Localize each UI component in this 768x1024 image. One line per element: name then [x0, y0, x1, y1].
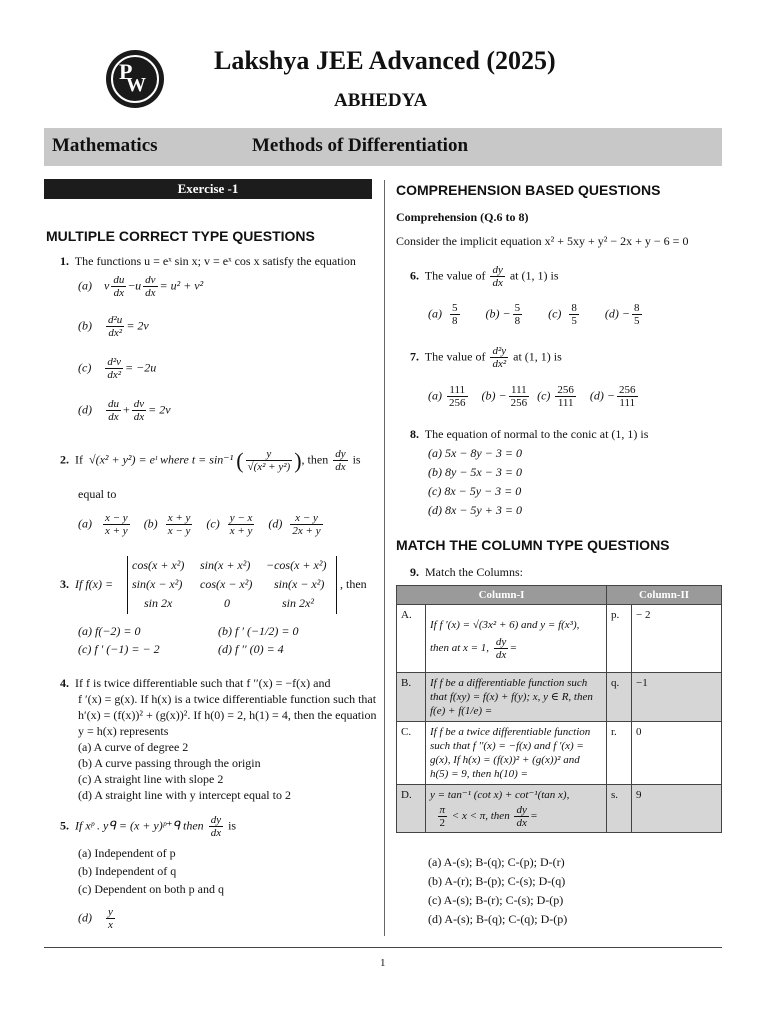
- q3-option-a: (a) f(−2) = 0: [78, 624, 141, 638]
- q8-option-a: (a) 5x − 8y − 3 = 0: [428, 446, 522, 460]
- q9-option-b: (b) A-(r); B-(p); C-(s); D-(q): [428, 874, 566, 888]
- q4-line3: h′(x) = (f(x))² + (g(x))². If h(0) = 2, h(1) = 4, then the equation: [78, 708, 377, 722]
- q8: 8. The equation of normal to the conic at (1, 1) is: [410, 427, 649, 441]
- q8-option-c: (c) 8x − 5y − 3 = 0: [428, 484, 522, 498]
- q5-option-c: (c) Dependent on both p and q: [78, 882, 224, 896]
- column-i-header: Column-I: [397, 586, 607, 605]
- implicit-equation: Consider the implicit equation x² + 5xy + y² − 2x + y − 6 = 0: [396, 234, 689, 248]
- footer-rule: [44, 947, 722, 948]
- q9-option-a: (a) A-(s); B-(q); C-(p); D-(r): [428, 855, 565, 869]
- q1-number: 1.: [60, 254, 69, 268]
- column-ii-header: Column-II: [607, 586, 722, 605]
- q7-options: (a) $\frac{111}{256}$ (b) − $\frac{111}{256}$ (c) $\frac{256}{111}$ (d) − $\frac{256}{111}$: [428, 384, 636, 409]
- frac-dy-dx: $\frac{dy}{dx}$: [335, 448, 346, 473]
- q3-option-b: (b) f ′ (−1/2) = 0: [218, 624, 299, 638]
- table-row: D. y = tan⁻¹ (cot x) + cot⁻¹(tan x), $\frac{\pi}{2}$ < x < π, then $\frac{dy}{dx}$ = s. 9: [397, 785, 722, 833]
- subject-label: Mathematics: [52, 135, 158, 156]
- q1-option-c: (c) $\frac{\text{d²v}}{\text{dx²}}$ = −2u: [78, 356, 157, 381]
- section-heading-comprehension: COMPREHENSION BASED QUESTIONS: [396, 182, 661, 198]
- section-heading-match: MATCH THE COLUMN TYPE QUESTIONS: [396, 537, 670, 553]
- q8-option-d: (d) 8x − 5y + 3 = 0: [428, 503, 522, 517]
- column-divider: [384, 180, 385, 936]
- comprehension-label: Comprehension (Q.6 to 8): [396, 210, 529, 224]
- q4-option-b: (b) A curve passing through the origin: [78, 756, 261, 770]
- q1-option-d: (d) $\frac{du}{dx}$ + $\frac{dv}{dx}$ = 2v: [78, 398, 171, 423]
- q2: 2. If √(x² + y²) = eᵗ where t = sin⁻¹ ( $\frac{y}{\text{√(x² + y²)}}$ ), then $\frac{dy}{dx}$ is: [60, 448, 361, 473]
- q4-option-c: (c) A straight line with slope 2: [78, 772, 224, 786]
- q3-then: , then: [340, 577, 367, 591]
- q2-options: (a) $\frac{x - y}{x + y}$ (b) $\frac{x + y}{x - y}$ (c) $\frac{y - x}{x + y}$ (d) $\frac{x - y}{2x + y}$: [78, 512, 321, 537]
- q3-determinant: cos(x + x²) sin(x + x²) −cos(x + x²) sin(x − x²) cos(x − x²) sin(x − x²) sin 2x 0 sin 2x²: [127, 556, 337, 614]
- q3-option-c: (c) f ′ (−1) = − 2: [78, 642, 160, 656]
- q4-line2: f ′(x) = g(x). If h(x) is a twice differentiable function such that: [78, 692, 377, 706]
- q1-a-v: v: [104, 278, 110, 293]
- table-row: B. If f be a differentiable function such that f(xy) = f(x) + f(y); x, y ∈ R, then f(e) + f(1/e) = q. −1: [397, 673, 722, 722]
- q3-lead: 3. If f(x) =: [60, 577, 114, 591]
- frac-y-over-sqrt: $\frac{y}{\text{√(x² + y²)}}$: [247, 448, 291, 473]
- pw-logo: [106, 50, 164, 108]
- q5-option-a: (a) Independent of p: [78, 846, 176, 860]
- frac-d2u-dx2: $\frac{\text{d²u}}{\text{dx²}}$: [108, 314, 123, 339]
- exercise-bar: Exercise -1: [44, 179, 372, 199]
- q9-option-d: (d) A-(s); B-(q); C-(q); D-(p): [428, 912, 568, 926]
- table-row: C. If f be a twice differentiable function such that f ′′(x) = −f(x) and f ′(x) = g(x), If h(x) = (f(x))² + (g(x))² and h(5) = 9, then h(10) = r. 0: [397, 722, 722, 785]
- q4: 4. If f is twice differentiable such that f ′′(x) = −f(x) and: [60, 676, 331, 690]
- q9-option-c: (c) A-(s); B-(r); C-(s); D-(p): [428, 893, 564, 907]
- q9: 9. Match the Columns:: [410, 565, 523, 579]
- q6: 6. The value of $\frac{dy}{dx}$ at (1, 1) is: [410, 264, 559, 289]
- q8-option-b: (b) 8y − 5x − 3 = 0: [428, 465, 522, 479]
- table-row: A. If f ′(x) = √(3x² + 6) and y = f(x³), then at x = 1, $\frac{dy}{dx}$ = p. − 2: [397, 605, 722, 673]
- q3-option-d: (d) f ′′ (0) = 4: [218, 642, 284, 656]
- q5-option-b: (b) Independent of q: [78, 864, 177, 878]
- frac-d2v-dx2: $\frac{\text{d²v}}{\text{dx²}}$: [107, 356, 122, 381]
- q4-option-a: (a) A curve of degree 2: [78, 740, 189, 754]
- q1-text: The functions u = eˣ sin x; v = eˣ cos x satisfy the equation: [74, 254, 356, 268]
- topic-label: Methods of Differentiation: [252, 135, 469, 156]
- logo-letter-w: W: [126, 74, 146, 96]
- q1-option-a: (a) v $\frac{du}{dx}$ −u $\frac{dv}{dx}$ = u² + v²: [78, 274, 204, 299]
- q1: [60, 254, 356, 269]
- page-number: 1: [380, 957, 386, 969]
- frac-dv-dx: $\frac{dv}{dx}$: [145, 274, 156, 299]
- q4-line4: y = h(x) represents: [78, 724, 169, 738]
- page-title: Lakshya JEE Advanced (2025): [214, 46, 556, 75]
- section-heading-mcq: MULTIPLE CORRECT TYPE QUESTIONS: [46, 228, 315, 244]
- q5-option-d: (d) $\frac{y}{x}$: [78, 906, 113, 931]
- match-table-header: [397, 586, 722, 605]
- q6-options: (a) $\frac{5}{8}$ (b) − $\frac{5}{8}$ (c) $\frac{8}{5}$ (d) − $\frac{8}{5}$: [428, 302, 640, 327]
- q4-option-d: (d) A straight line with y intercept equal to 2: [78, 788, 291, 802]
- q2-equation: √(x² + y²) = eᵗ where t = sin⁻¹: [89, 452, 234, 467]
- q1-option-b: (b) $\frac{\text{d²u}}{\text{dx²}}$ = 2v: [78, 314, 149, 339]
- q7: 7. The value of $\frac{\text{d²y}}{\text{dx²}}$ at (1, 1) is: [410, 345, 562, 370]
- logo-letter-p: P: [119, 59, 133, 84]
- frac-du-dx: $\frac{du}{dx}$: [113, 274, 125, 299]
- q1-a-label: (a): [78, 278, 92, 293]
- page-subtitle: ABHEDYA: [334, 90, 428, 111]
- match-table: [396, 585, 722, 833]
- q5: 5. If xᵖ . yᑫ = (x + y)ᵖ⁺ᑫ then $\frac{dy}{dx}$ is: [60, 814, 237, 839]
- q2-equal-to: equal to: [78, 487, 117, 501]
